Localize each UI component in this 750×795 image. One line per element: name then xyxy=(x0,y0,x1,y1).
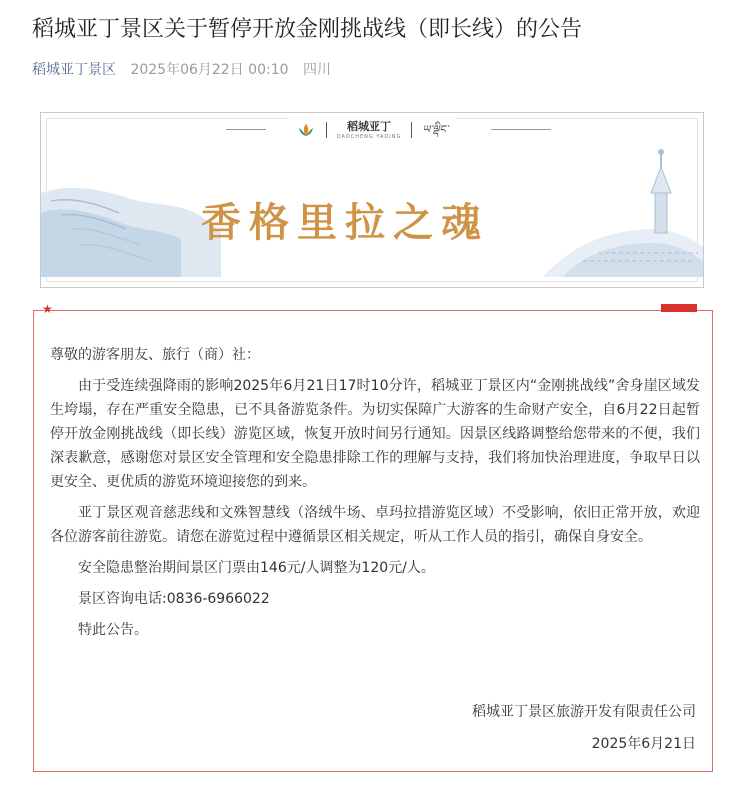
brand-label: 稻城亚丁 xyxy=(347,119,392,133)
notice-greeting: 尊敬的游客朋友、旅行（商）社： xyxy=(50,347,260,363)
closing-statement: 特此公告。 xyxy=(78,622,148,638)
notice-paragraph: 亚丁景区观音慈悲线和文殊智慧线（洛绒牛场、卓玛拉措游览区域）不受影响，依旧正常开放，欢迎各位游客前往游览。请您在游览过程中遵循景区相关规定，听从工作人员的指引，确保自身安全。 xyxy=(50,505,700,545)
signature-block xyxy=(472,702,696,766)
paragraph-gap xyxy=(50,494,700,501)
mountain-illustration xyxy=(41,153,221,277)
logo-separator xyxy=(326,122,327,138)
publish-datetime: 2025年06月22日 00:10 xyxy=(130,62,289,78)
banner-slogan: 香格里拉之魂 xyxy=(201,199,489,246)
notice-paragraph: 由于受连续强降雨的影响2025年6月21日17时10分许，稻城亚丁景区内“金刚挑战线”舍身崖区域发生垮塌，存在严重安全隐患，已不具备游览条件。为切实保障广大游客的生命财产安全，自6月22日起暂停开放金刚挑战线（即长线）游览区域，恢复开放时间另行通知。因景区线路调整给您带来的不便，我们深表歉意，感谢您对景区安全管理和安全隐患排除工作的理解与支持，我们将加快治理进度，争取早日以更安全、更优质的游览环境迎接您的到来。 xyxy=(50,378,700,490)
ticket-price-notice: 安全隐患整治期间景区门票由146元/人调整为120元/人。 xyxy=(78,560,435,576)
banner-image xyxy=(40,112,704,288)
stupa-illustration xyxy=(543,143,703,277)
paragraph-gap xyxy=(50,367,700,374)
notice-body xyxy=(50,343,700,642)
signature-organization: 稻城亚丁景区旅游开发有限责任公司 xyxy=(472,704,696,720)
star-icon: ★ xyxy=(42,302,53,316)
paragraph-gap xyxy=(50,580,700,587)
article-meta xyxy=(32,60,341,80)
lotus-logo-icon xyxy=(296,122,316,138)
consult-phone: 景区咨询电话:0836-6966022 xyxy=(78,591,270,607)
corner-decoration xyxy=(661,304,697,312)
signature-date: 2025年6月21日 xyxy=(591,736,696,752)
banner-logo-strip xyxy=(41,117,703,141)
tibetan-script: ཡ་ལྡིང་ xyxy=(422,122,448,136)
brand-name xyxy=(337,120,402,140)
paragraph-gap xyxy=(50,549,700,556)
brand-sub-label: DAOCHENG YADING xyxy=(336,133,402,140)
article-title: 稻城亚丁景区关于暂停开放金刚挑战线（即长线）的公告 xyxy=(32,17,583,42)
account-name-link[interactable]: 稻城亚丁景区 xyxy=(32,62,116,78)
publish-location: 四川 xyxy=(302,62,331,78)
paragraph-gap xyxy=(50,611,700,618)
logo-separator-2 xyxy=(411,122,412,138)
